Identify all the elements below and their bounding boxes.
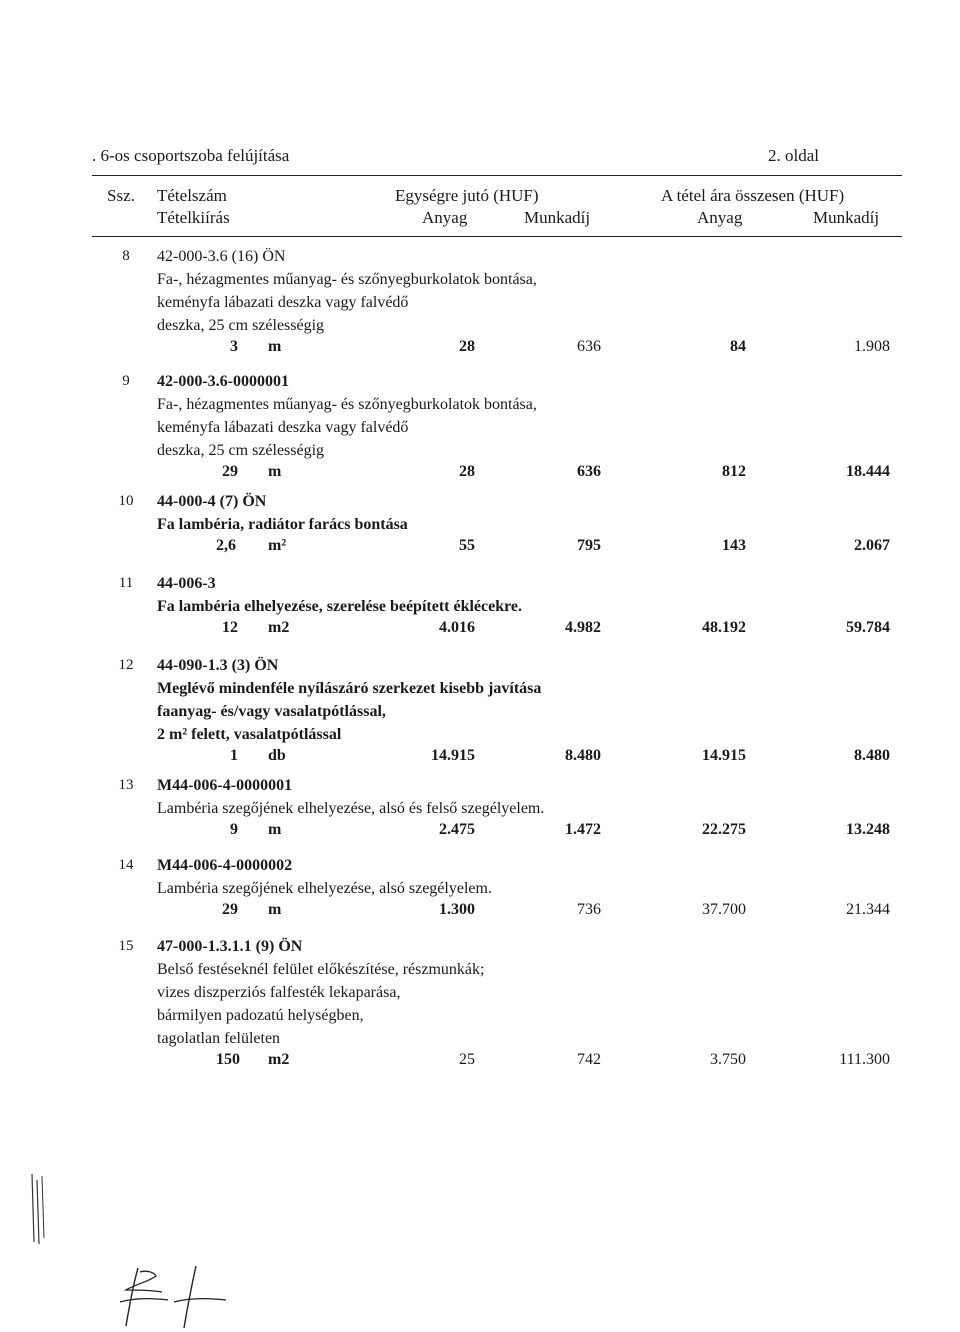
item-anyag: 28: [459, 338, 475, 355]
item-number: 13: [118, 777, 134, 793]
item-anyag: 28: [459, 463, 475, 480]
item-number: 12: [118, 657, 134, 673]
item-desc-line: deszka, 25 cm szélességig: [157, 442, 325, 459]
item-desc-line: Fa-, hézagmentes műanyag- és szőnyegburkolatok bontása,: [157, 396, 537, 413]
col-tetelkiiras: Tételkiírás: [157, 208, 230, 227]
item-desc-line: keményfa lábazati deszka vagy falvédő: [157, 419, 409, 436]
item-total-munkadij: 2.067: [854, 537, 890, 554]
item-desc-line: deszka, 25 cm szélességig: [157, 317, 325, 334]
column-header-rule: [92, 236, 902, 237]
item-total-anyag: 3.750: [710, 1051, 746, 1068]
item-code: 44-090-1.3 (3) ÖN: [157, 657, 279, 674]
item-qty: 150: [216, 1051, 240, 1068]
item-total-munkadij: 21.344: [846, 901, 890, 918]
item-munkadij: 636: [577, 338, 601, 355]
item-desc-line: 2 m² felett, vasalatpótlással: [157, 726, 342, 743]
item-anyag: 14.915: [431, 747, 475, 764]
item-munkadij: 736: [577, 901, 601, 918]
item-unit: m2: [268, 619, 290, 636]
item-qty: 2,6: [216, 537, 236, 554]
margin-mark: [26, 1172, 50, 1246]
item-munkadij: 1.472: [565, 821, 601, 838]
item-code: 44-000-4 (7) ÖN: [157, 493, 267, 510]
item-munkadij: 795: [577, 537, 601, 554]
col-munkadij-unit: Munkadíj: [524, 208, 591, 227]
item-total-munkadij: 18.444: [846, 463, 890, 480]
item-total-anyag: 143: [722, 537, 746, 554]
col-anyag-total: Anyag: [697, 208, 743, 227]
item-anyag: 4.016: [439, 619, 475, 636]
col-tetelszam: Tételszám: [157, 186, 227, 205]
item-total-anyag: 22.275: [702, 821, 746, 838]
item-anyag: 25: [459, 1051, 475, 1068]
item-desc-line: Lambéria szegőjének elhelyezése, alsó szegélyelem.: [157, 880, 492, 897]
item-desc-line: keményfa lábazati deszka vagy falvédő: [157, 294, 409, 311]
item-total-munkadij: 13.248: [846, 821, 890, 838]
item-qty: 1: [230, 747, 238, 764]
document-title: . 6-os csoportszoba felújítása: [92, 146, 290, 165]
item-munkadij: 742: [577, 1051, 601, 1068]
item-desc-line: tagolatlan felületen: [157, 1030, 281, 1047]
col-unit-price: Egységre jutó (HUF): [395, 186, 539, 205]
item-unit: m: [268, 338, 282, 355]
item-unit: db: [268, 747, 286, 764]
item-desc-line: bármilyen padozatú helységben,: [157, 1007, 364, 1024]
item-number: 11: [118, 575, 134, 591]
item-desc-line: vizes diszperziós falfesték lekaparása,: [157, 984, 401, 1001]
item-desc-line: Fa lambéria, radiátor farács bontása: [157, 516, 408, 533]
item-unit: m: [268, 901, 282, 918]
item-code: 44-006-3: [157, 575, 216, 592]
item-total-munkadij: 1.908: [854, 338, 890, 355]
item-code: 42-000-3.6 (16) ÖN: [157, 248, 286, 265]
item-desc-line: Fa lambéria elhelyezése, szerelése beépített éklécekre.: [157, 598, 523, 615]
item-total-anyag: 84: [730, 338, 746, 355]
item-qty: 29: [222, 901, 238, 918]
item-munkadij: 4.982: [565, 619, 601, 636]
item-total-munkadij: 111.300: [839, 1051, 890, 1068]
col-munkadij-total: Munkadíj: [813, 208, 880, 227]
item-code: 47-000-1.3.1.1 (9) ÖN: [157, 938, 303, 955]
item-anyag: 55: [459, 537, 475, 554]
item-unit: m: [268, 463, 282, 480]
item-qty: 9: [230, 821, 238, 838]
header-rule: [92, 175, 902, 176]
item-unit: m²: [268, 537, 287, 554]
item-total-anyag: 812: [722, 463, 746, 480]
item-anyag: 2.475: [439, 821, 475, 838]
item-munkadij: 636: [577, 463, 601, 480]
item-code: M44-006-4-0000002: [157, 857, 293, 874]
item-number: 15: [118, 938, 134, 954]
item-munkadij: 8.480: [565, 747, 601, 764]
page-number: 2. oldal: [768, 146, 819, 165]
item-code: 42-000-3.6-0000001: [157, 373, 289, 390]
item-desc-line: faanyag- és/vagy vasalatpótlással,: [157, 703, 386, 720]
item-desc-line: Lambéria szegőjének elhelyezése, alsó és felső szegélyelem.: [157, 800, 545, 817]
item-desc-line: Fa-, hézagmentes műanyag- és szőnyegburkolatok bontása,: [157, 271, 537, 288]
item-total-anyag: 48.192: [702, 619, 746, 636]
item-qty: 12: [222, 619, 238, 636]
item-qty: 3: [230, 338, 238, 355]
item-anyag: 1.300: [439, 901, 475, 918]
item-total-anyag: 37.700: [702, 901, 746, 918]
col-anyag-unit: Anyag: [422, 208, 468, 227]
item-total-anyag: 14.915: [702, 747, 746, 764]
item-desc-line: Belső festéseknél felület előkészítése, részmunkák;: [157, 961, 485, 978]
item-qty: 29: [222, 463, 238, 480]
item-number: 10: [118, 493, 134, 509]
item-number: 14: [118, 857, 134, 873]
item-number: 8: [122, 248, 130, 264]
signature: [112, 1262, 232, 1330]
item-unit: m2: [268, 1051, 290, 1068]
col-ssz: Ssz.: [107, 186, 135, 205]
item-desc-line: Meglévő mindenféle nyílászáró szerkezet kisebb javítása: [157, 680, 542, 697]
item-total-munkadij: 59.784: [846, 619, 890, 636]
col-total-price: A tétel ára összesen (HUF): [661, 186, 845, 205]
item-code: M44-006-4-0000001: [157, 777, 293, 794]
item-unit: m: [268, 821, 282, 838]
item-total-munkadij: 8.480: [854, 747, 890, 764]
item-number: 9: [122, 373, 130, 389]
